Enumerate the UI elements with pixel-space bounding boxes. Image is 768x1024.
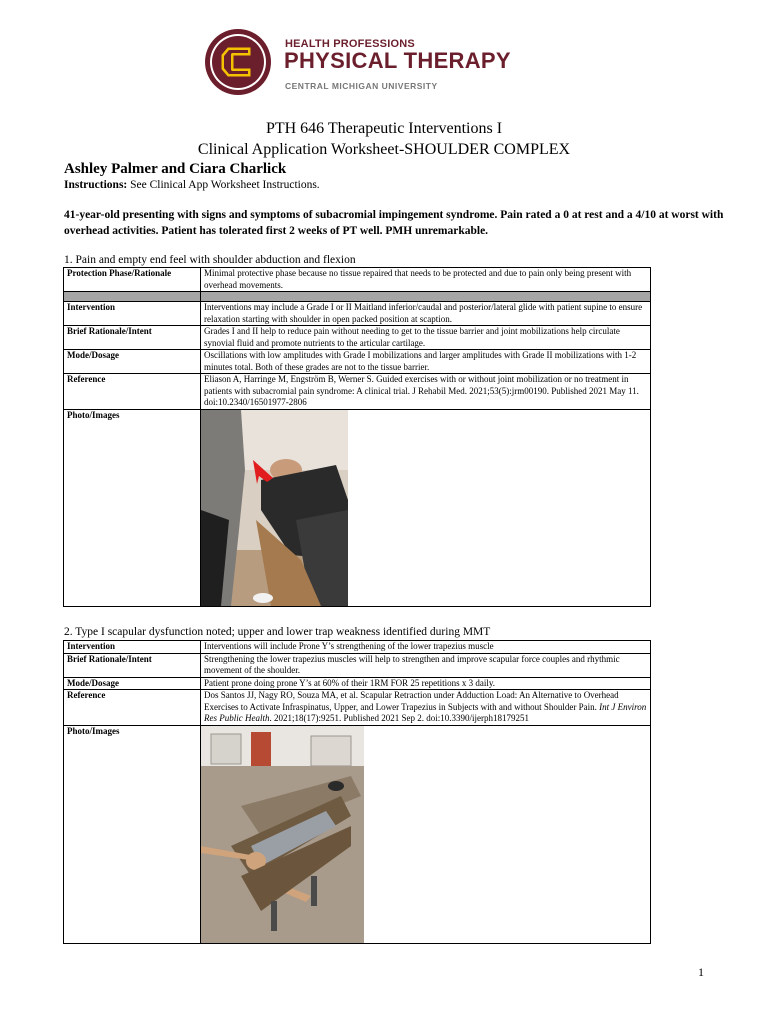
logo-subtitle: HEALTH PROFESSIONS (285, 38, 415, 50)
rationale-label: Brief Rationale/Intent (64, 326, 201, 350)
mode-label: Mode/Dosage (64, 677, 201, 690)
rationale-value: Strengthening the lower trapezius muscles will help to strengthen and improve scapular force couples and rhythmic movement of the shoulder. (201, 653, 651, 677)
cmu-physical-therapy-logo (204, 28, 544, 100)
course-title: PTH 646 Therapeutic Interventions I (265, 120, 503, 137)
reference-label: Reference (64, 690, 201, 726)
intervention-label: Intervention (64, 302, 201, 326)
table-row (64, 653, 651, 677)
table-row (64, 409, 651, 606)
table-row (64, 690, 651, 726)
section-2-heading: 2. Type I scapular dysfunction noted; upper and lower trap weakness identified during MMT (64, 626, 491, 638)
case-description: 41-year-old presenting with signs and symptoms of subacromial impingement syndrome. Pain rated a 0 at rest and a 4/10 at worst with overhead activities. Patient has tolerated first 2 weeks of PT well. PMH unremarkable. (64, 209, 724, 237)
cmu-c-logo-icon (204, 28, 272, 96)
section-1-heading: 1. Pain and empty end feel with shoulder abduction and flexion (64, 254, 356, 266)
protection-value: Minimal protective phase because no tissue repaired that needs to be protected and due to pain only being present with overhead movements. (201, 268, 651, 292)
reference-journal: Int J Environ Res Public Health (204, 701, 647, 723)
photo-label: Photo/Images (64, 725, 201, 943)
logo-title: PHYSICAL THERAPY (284, 48, 511, 73)
table-row (64, 302, 651, 326)
divider-row (64, 292, 651, 302)
authors: Ashley Palmer and Ciara Charlick (64, 161, 287, 177)
reference-label: Reference (64, 374, 201, 410)
logo-university: CENTRAL MICHIGAN UNIVERSITY (285, 81, 438, 91)
mode-value: Oscillations with low amplitudes with Grade I mobilizations and larger amplitudes with Grade II mobilizations with 1-2 minutes total. Both of these grades are not to the tissue barrier. (201, 350, 651, 374)
rationale-label: Brief Rationale/Intent (64, 653, 201, 677)
table-row (64, 268, 651, 292)
joint-mobilization-photo (201, 410, 348, 606)
table-row (64, 677, 651, 690)
intervention-label: Intervention (64, 641, 201, 654)
protection-label: Protection Phase/Rationale (64, 268, 201, 292)
table-row (64, 326, 651, 350)
rationale-value: Grades I and II help to reduce pain without needing to get to the tissue barrier and joint mobilizations help circulate synovial fluid and promote nutrients to the articular cartilage. (201, 326, 651, 350)
section-2-table (63, 640, 651, 944)
worksheet-title: Clinical Application Worksheet-SHOULDER COMPLEX (197, 141, 571, 158)
intervention-value: Interventions will include Prone Y’s strengthening of the lower trapezius muscle (201, 641, 651, 654)
mode-label: Mode/Dosage (64, 350, 201, 374)
reference-value: Eliason A, Harringe M, Engström B, Werner S. Guided exercises with or without joint mobilization or no treatment in patients with subacromial pain syndrome: A clinical trial. J Rehabil Med. 2021;53(5):jrm00190. Published 2021 May 11. doi:10.2340/16501977-2806 (201, 374, 651, 410)
table-row (64, 641, 651, 654)
reference-text-end: . 2021;18(17):9251. Published 2021 Sep 2. doi:10.3390/ijerph18179251 (269, 713, 529, 723)
photo-label: Photo/Images (64, 409, 201, 606)
table-row (64, 725, 651, 943)
instructions-text: See Clinical App Worksheet Instructions. (127, 179, 320, 191)
prone-y-exercise-photo (201, 726, 364, 943)
page-number: 1 (698, 965, 704, 979)
table-row (64, 374, 651, 410)
instructions-label: Instructions: (64, 179, 128, 191)
mode-value: Patient prone doing prone Y’s at 60% of their 1RM FOR 25 repetitions x 3 daily. (201, 677, 651, 690)
reference-text: Dos Santos JJ, Nagy RO, Souza MA, et al. Scapular Retraction under Adduction Load: An Alternative to Overhead Exercises to Activate Infraspinatus, Upper, and Lower Trapezius in Subjects with and without Shoulder Pain. (204, 690, 619, 712)
reference-value (201, 690, 651, 726)
section-1-table (63, 267, 651, 607)
instructions (64, 179, 320, 191)
intervention-value: Interventions may include a Grade I or II Maitland inferior/caudal and posterior/lateral glide with patient supine to ensure relaxation starting with shoulder in open packed position at scaption. (201, 302, 651, 326)
table-row (64, 350, 651, 374)
